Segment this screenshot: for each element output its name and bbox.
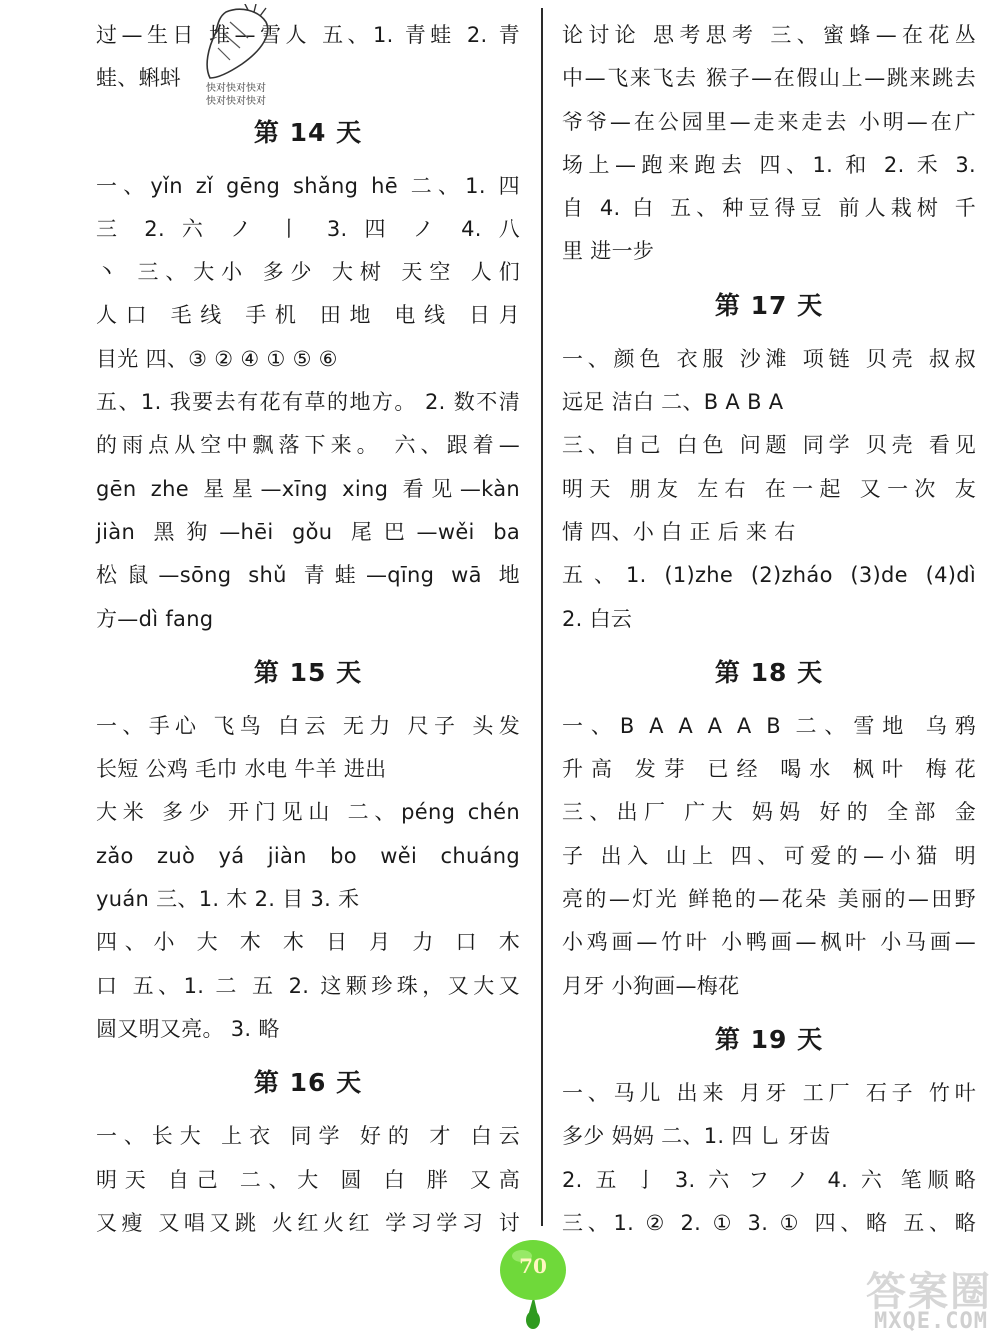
text-line: 目光 四、③ ② ④ ① ⑤ ⑥ [96, 346, 338, 371]
page-number: 70 [519, 1254, 547, 1278]
text-line: 丶 三、大小 多少 大树 天空 人们 [96, 260, 520, 285]
watermark [842, 1260, 992, 1334]
text-line: 的雨点从空中飘落下来。 六、跟着— [96, 433, 520, 458]
text-line: 一、手心 飞鸟 白云 无力 尺子 头发 [96, 713, 520, 738]
section-body [562, 1072, 976, 1245]
text-line: 方—dì fang [96, 606, 214, 631]
section-title: 第 18 天 [714, 657, 824, 687]
text-line: 三、1. ② 2. ① 3. ① 四、略 五、略 [562, 1210, 976, 1235]
section-body [96, 1115, 520, 1245]
watermark-url: MXQE.COM [874, 1309, 988, 1334]
text-line: 人口 毛线 手机 田地 电线 日月 [96, 303, 520, 328]
text-line: 长短 公鸡 毛巾 水电 牛羊 进出 [96, 757, 387, 782]
text-line: 又瘦 又唱又跳 火红火红 学习学习 讨 [96, 1210, 520, 1235]
text-line: 升高 发芽 已经 喝水 枫叶 梅花 [562, 757, 976, 782]
section-body [96, 705, 520, 1051]
text-line: zǎo zuò yá jiàn bo wěi chuáng [96, 843, 520, 868]
sticker-text-line: 快对快对快对 [206, 96, 266, 107]
text-line: 小鸡画—竹叶 小鸭画—枫叶 小马画— [562, 930, 976, 955]
text-line: 2. 白云 [562, 606, 633, 631]
text-line: 月牙 小狗画—梅花 [562, 973, 740, 998]
carrot-icon [196, 4, 280, 84]
text-line: 一、yǐn zǐ gēng shǎng hē 二、1. 四 [96, 173, 520, 198]
text-line: 三、出厂 广大 妈妈 好的 全部 金 [562, 800, 976, 825]
text-line: 口 五、1. 二 五 2. 这颗珍珠，又大又 [96, 973, 520, 998]
section-body [562, 338, 976, 641]
section-body [562, 705, 976, 1008]
text-line: jiàn 黑狗—hēi gǒu 尾巴—wěi ba [96, 519, 520, 544]
text-line: 四、小 大 木 木 日 月 力 口 木 [96, 930, 520, 955]
section-title: 第 19 天 [714, 1024, 824, 1054]
text-line: 三、自己 白色 问题 同学 贝壳 看见 [562, 433, 976, 458]
text-line: 五、1. (1)zhe (2)zháo (3)de (4)dì [562, 563, 976, 588]
section-title: 第 17 天 [714, 290, 824, 320]
text-line: 爷爷—在公园里—走来走去 小明—在广 [562, 109, 976, 134]
watermark-logo: 答案圈 [866, 1269, 992, 1315]
sticker-caption [206, 82, 266, 108]
text-line: 自 4. 白 五、种豆得豆 前人栽树 千 [562, 196, 976, 221]
carrot-sticker [196, 4, 280, 112]
text-line: 蛙、蝌蚪 [96, 66, 182, 91]
text-line: 一、B A A A A B 二、雪地 乌鸦 [562, 713, 976, 738]
text-line: 一、长大 上衣 同学 好的 才 白云 [96, 1124, 520, 1149]
section-title: 第 16 天 [253, 1068, 363, 1098]
text-line: 2. 五 亅 3. 六 フ ノ 4. 六 笔顺略 [562, 1167, 976, 1192]
text-line: 明天 朋友 左右 在一起 又一次 友 [562, 476, 976, 501]
section-title: 第 15 天 [253, 657, 363, 687]
text-line: 中—飞来飞去 猴子—在假山上—跳来跳去 [562, 66, 976, 91]
text-line: 明天 自己 二、大 圆 白 胖 又高 [96, 1167, 520, 1192]
text-line: 松鼠—sōng shǔ 青蛙—qīng wā 地 [96, 563, 520, 588]
text-line: 过—生日 堆—雪人 五、1. 青蛙 2. 青 [96, 23, 520, 47]
column-divider [541, 8, 543, 1226]
section-body [96, 165, 520, 641]
text-line: yuán 三、1. 木 2. 目 3. 禾 [96, 887, 360, 912]
right-column [562, 14, 976, 1245]
text-line: 一、马儿 出来 月牙 工厂 石子 竹叶 [562, 1080, 976, 1105]
text-line: 亮的—灯光 鲜艳的—花朵 美丽的—田野 [562, 887, 976, 912]
text-line: 多少 妈妈 二、1. 四 乚 牙齿 [562, 1124, 831, 1149]
text-line: 情 四、小 白 正 后 来 右 [562, 519, 796, 544]
text-line: 圆又明又亮。 3. 略 [96, 1016, 280, 1041]
text-line: 大米 多少 开门见山 二、péng chén [96, 800, 520, 825]
text-line: 五、1. 我要去有花有草的地方。 2. 数不清 [96, 390, 520, 415]
text-line: gēn zhe 星星—xīng xing 看见—kàn [96, 476, 520, 501]
section-title: 第 14 天 [253, 117, 363, 147]
text-line: 里 进一步 [562, 239, 655, 264]
sticker-text-line: 快对快对快对 [206, 83, 266, 94]
text-line: 一、颜色 衣服 沙滩 项链 贝壳 叔叔 [562, 346, 976, 371]
text-line: 远足 洁白 二、B A B A [562, 390, 784, 415]
left-column [96, 14, 520, 1245]
text-line: 子 出入 山上 四、可爱的—小猫 明 [562, 843, 976, 868]
text-line: 论讨论 思考思考 三、蜜蜂—在花丛 [562, 23, 976, 47]
page-number-badge [500, 1240, 570, 1338]
text-line: 场上—跑来跑去 四、1. 和 2. 禾 3. [562, 152, 976, 177]
text-line: 三 2. 六 ノ 丨 3. 四 ノ 4. 八 [96, 216, 520, 241]
